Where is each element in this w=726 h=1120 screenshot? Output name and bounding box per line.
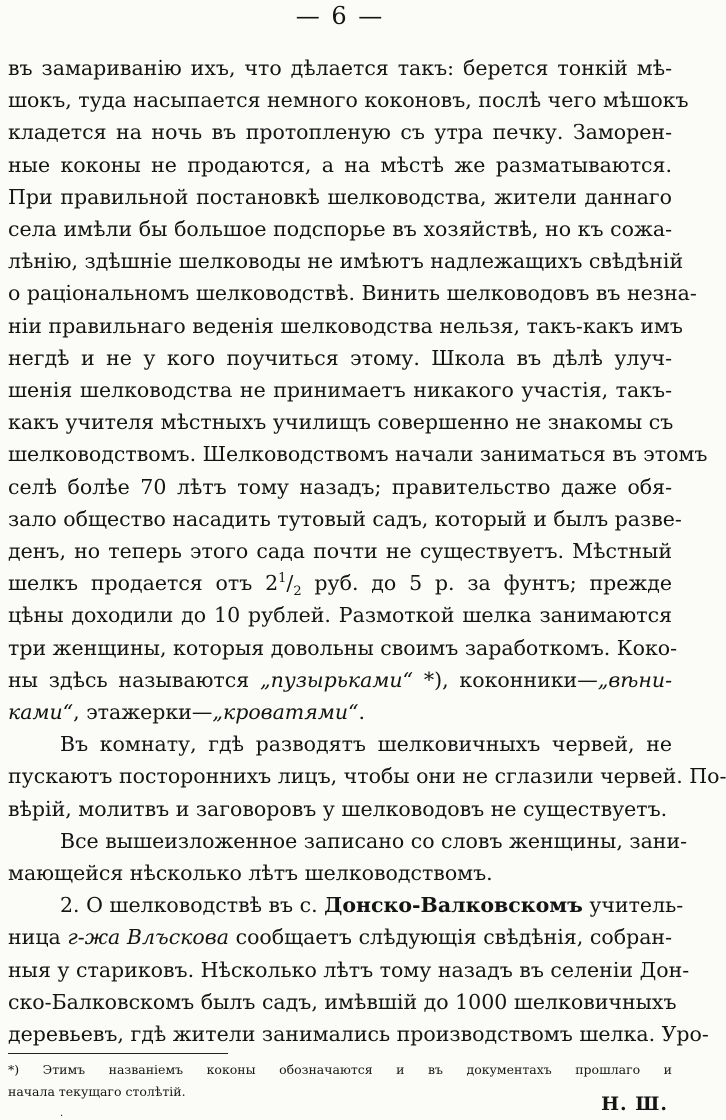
section-heading-line: 2. О шелководствѣ въ с. Донско-Валковскомъ учитель-	[60, 893, 684, 918]
paragraph-1	[8, 52, 708, 728]
text-line: ныя у стариковъ. Нѣсколько лѣтъ тому назадъ въ селеніи Дон-	[8, 957, 690, 982]
author-name: г-жа Влъскова	[67, 925, 229, 950]
text-line: ніи правильнаго веденія шелководства нельзя, такъ-какъ имъ	[8, 313, 683, 338]
term-venikami-start: „вѣни-	[597, 667, 672, 692]
text-line: селѣ болѣе 70 лѣтъ тому назадъ; правительство даже обя-	[8, 474, 672, 499]
paragraph-2	[8, 728, 726, 825]
text-line: ные коконы не продаются, а на мѣстѣ же разматываются.	[8, 152, 672, 177]
bottom-mark: .	[60, 1108, 64, 1119]
text-line: села имѣли бы большое подспорье въ хозяйствѣ, но къ сожа-	[8, 217, 672, 242]
text-line: денъ, но теперь этого сада почти не существуетъ. Мѣстный	[8, 539, 672, 564]
text-line: деревьевъ, гдѣ жители занимались производствомъ шелка. Уро-	[8, 1022, 709, 1047]
text-line: ница г-жа Влъскова сообщаетъ слѣдующія свѣдѣнія, собран-	[8, 925, 673, 950]
text-line: лѣнію, здѣшніе шелководы не имѣютъ надлежащихъ свѣдѣній	[8, 249, 684, 274]
footnote-divider	[8, 1053, 228, 1054]
term-krovatyami: „кроватями“	[212, 700, 359, 725]
text-line: мающейся нѣсколько лѣтъ шелководствомъ.	[8, 861, 493, 886]
section-2	[8, 889, 709, 1050]
names-line: ны здѣсь называются „пузырьками“ *), коконники—„вѣни-	[8, 667, 672, 692]
text-line: зало общество насадить тутовый садъ, который и былъ разве-	[8, 506, 682, 531]
footnote-line: *) Этимъ названіемъ коконы обозначаются и въ документахъ прошлаго и	[8, 1062, 672, 1077]
signature: Н. Ш.	[601, 1093, 668, 1115]
text-line: пускаютъ постороннихъ лицъ, чтобы они не сглазили червей. По-	[8, 764, 726, 789]
term-puzyrki: „пузырьками“	[260, 667, 414, 692]
text-line: о раціональномъ шелководствѣ. Винить шелководовъ въ незна-	[8, 281, 697, 306]
text-line: шенія шелководства не принимаетъ никакого участія, такъ-	[8, 378, 672, 403]
text-line: шелководствомъ. Шелководствомъ начали заниматься въ этомъ	[8, 442, 708, 467]
village-name: Донско-Валковскомъ	[324, 893, 583, 918]
text-line: какъ учителя мѣстныхъ училищъ совершенно не знакомы съ	[8, 410, 674, 435]
page-number: — 6 —	[295, 2, 385, 30]
text-line: кладется на ночь въ протопленую съ утра печку. Заморен-	[8, 120, 672, 145]
text-line: негдѣ и не у кого поучиться этому. Школа въ дѣлѣ улуч-	[8, 345, 672, 370]
term-venikami-end: ками“	[8, 700, 74, 725]
footnote	[8, 1059, 672, 1103]
text-line: Въ комнату, гдѣ разводятъ шелковичныхъ червей, не	[60, 732, 672, 757]
text-line: въ замариванію ихъ, что дѣлается такъ: берется тонкій мѣ-	[8, 56, 672, 80]
footnote-line: начала текущаго столѣтій.	[8, 1084, 186, 1099]
text-line: шокъ, туда насыпается немного коконовъ, послѣ чего мѣшокъ	[8, 88, 689, 113]
text-line: вѣрій, молитвъ и заговоровъ у шелководовъ не существуетъ.	[8, 796, 668, 821]
text-line: три женщины, которыя довольны своимъ заработкомъ. Коко-	[8, 635, 678, 660]
text-line: ско-Балковскомъ былъ садъ, имѣвшій до 1000 шелковичныхъ	[8, 989, 677, 1014]
body-text	[8, 52, 726, 1050]
names-line: ками“, этажерки—„кроватями“.	[8, 700, 366, 725]
price-line: шелкъ продается отъ $2^1/_2$ руб. до 5 р. за фунтъ; прежде	[8, 571, 672, 600]
text-line: При правильной постановкѣ шелководства, жители даннаго	[8, 184, 672, 209]
text-line: Все вышеизложенное записано со словъ женщины, зани-	[60, 828, 688, 853]
text-line: цѣны доходили до 10 рублей. Размоткой шелка занимаются	[8, 603, 672, 628]
paragraph-3	[8, 825, 688, 889]
